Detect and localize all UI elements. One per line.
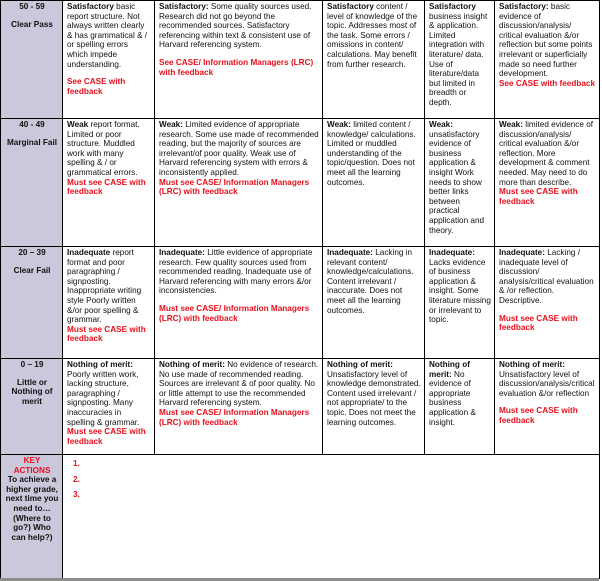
criterion-text: content / level of knowledge of the topic. Addresses most of the task. Some errors / omissions in content/ calculations. May benefit from further research. [327, 2, 418, 69]
criterion-text: Some quality sources used. Research did not go beyond the recommended sources. Satisfactory referencing within text & consistent use of Harvard referencing system. [159, 2, 312, 50]
criterion-text: basic report structure. Not always written clearly & has grammatical & / or spelling errors which impede understanding. [67, 2, 148, 69]
grade-range: 0 – 19 [20, 360, 44, 369]
criterion-lead: Nothing of merit: [429, 360, 470, 379]
criterion-cell [495, 247, 600, 359]
criterion-text: Lacks evidence of business application & insight. Some literature missing or irrelevant to topic. [429, 257, 491, 325]
criterion-cell [155, 359, 323, 455]
criterion-lead: Inadequate: [429, 248, 475, 257]
criterion-cell [495, 119, 600, 247]
criterion-lead: Nothing of merit: [67, 360, 133, 369]
criterion-cell [63, 119, 155, 247]
criterion-lead: Nothing of merit: [499, 360, 565, 369]
criterion-cell [495, 359, 600, 455]
key-actions-header [1, 455, 63, 579]
grade-label: Clear Fail [13, 265, 51, 275]
key-actions-list[interactable] [63, 455, 600, 579]
grade-row-marginal-fail [1, 119, 600, 247]
criterion-text: report format. Limited or poor structure. Muddled work with many spelling & / or grammatical errors. [67, 120, 140, 177]
criterion-cell [155, 119, 323, 247]
criterion-lead: Satisfactory [327, 2, 374, 11]
criterion-lead: Weak [67, 120, 89, 129]
grade-label: Clear Pass [11, 19, 53, 29]
grade-range: 50 - 59 [19, 2, 45, 11]
key-action-item: 2. [73, 474, 80, 484]
criterion-cell [323, 119, 425, 247]
criterion-action: Must see CASE/ Information Managers (LRC) with feedback [159, 407, 310, 427]
grade-band [1, 359, 63, 455]
criterion-cell [323, 247, 425, 359]
criterion-cell [63, 247, 155, 359]
criterion-text: limited evidence of discussion/analysis/ critical evaluation &/or reflection. More development & comment needed. May need to do more than describe. [499, 120, 594, 187]
criterion-cell [323, 1, 425, 119]
criterion-cell [425, 119, 495, 247]
grade-range: 20 – 39 [18, 248, 46, 257]
criterion-cell [155, 1, 323, 119]
criterion-lead: Satisfactory [67, 2, 114, 11]
criterion-lead: Nothing of merit: [327, 360, 393, 369]
criterion-action: Must see CASE with feedback [499, 406, 578, 425]
grade-band [1, 1, 63, 119]
criterion-text: Little evidence of appropriate research. Few quality sources used from recommended reading. Inadequate use of Harvard referencing with many errors &/or inconsistencies. [159, 248, 313, 296]
criterion-text: Lacking / inadequate level of discussion/ analysis/critical evaluation & /or reflection. Descriptive. [499, 248, 594, 305]
key-actions-row [1, 455, 600, 579]
criterion-cell [63, 1, 155, 119]
criterion-action: Must see CASE with feedback [499, 313, 578, 333]
criterion-lead: Weak: [327, 120, 351, 129]
criterion-text: basic evidence of discussion/analysis/ critical evaluation &/or reflection but some points irrelevant or superficially made so need further development. [499, 2, 593, 79]
grade-band [1, 119, 63, 247]
criterion-action: Must see CASE with feedback [67, 427, 146, 446]
criterion-text: unsatisfactory evidence of business application & insight Work needs to show better links between practical application and theory. [429, 129, 485, 235]
criterion-cell [155, 247, 323, 359]
grade-row-clear-pass [1, 1, 600, 119]
key-actions-title: KEY ACTIONS [13, 456, 51, 475]
criterion-text: Lacking in relevant content/ knowledge/calculations. Content irrelevant / inaccurate. Does not meet all the learning outcomes. [327, 248, 414, 315]
criterion-action: See CASE with feedback [499, 78, 596, 88]
criterion-lead: Satisfactory: [499, 2, 549, 11]
criterion-text: Unsatisfactory level of discussion/analysis/critical evaluation &/or reflection [499, 369, 595, 398]
criterion-text: limited content / knowledge/ calculations. Limited or muddled understanding of the topic/question. Does not meet all the learning outcomes. [327, 120, 416, 187]
key-action-item: 1. [73, 459, 80, 468]
criterion-text: report format and poor paragraphing / signposting. Inappropriate writing style Poorly written &/or poor spelling & grammar. [67, 248, 142, 325]
criterion-lead: Inadequate: [159, 248, 205, 257]
criterion-lead: Satisfactory: [159, 2, 209, 11]
criterion-text: No evidence of research. No use made of recommended reading. Sources are irrelevant & of poor quality. No or little attempt to use the recommended Harvard referencing system. [159, 360, 319, 408]
criterion-lead: Weak: [499, 120, 523, 129]
criterion-text: Poorly written work, lacking structure, paragraphing / signposting. Many inaccuracies in spelling & grammar. [67, 369, 140, 427]
criterion-action: Must see CASE/ Information Managers (LRC) with feedback [159, 177, 310, 197]
criterion-action: Must see CASE with feedback [67, 324, 146, 344]
criterion-action: Must see CASE with feedback [499, 187, 578, 206]
criterion-text: No evidence of appropriate business application & insight. [429, 369, 476, 427]
criterion-text: Unsatisfactory level of knowledge demonstrated. Content used irrelevant / not appropriate/ to the topic. Does not meet the learning outcomes. [327, 369, 421, 427]
grade-row-clear-fail [1, 247, 600, 359]
criterion-lead: Weak: [429, 120, 453, 129]
criterion-lead: Nothing of merit: [159, 360, 225, 369]
criterion-text: Limited evidence of appropriate research. Some use made of recommended reading, but the majority of sources are irrelevant/of poor quality. Weak use of Harvard referencing system with errors & inconsistently applied. [159, 120, 319, 177]
criterion-cell [323, 359, 425, 455]
criterion-action: See CASE/ Information Managers (LRC) with feedback [159, 57, 314, 77]
criterion-cell [425, 247, 495, 359]
grade-row-nothing-of-merit [1, 359, 600, 455]
criterion-lead: Inadequate: [499, 248, 545, 257]
grade-band [1, 247, 63, 359]
criterion-lead: Satisfactory [429, 2, 476, 11]
criterion-cell [425, 359, 495, 455]
criterion-cell [495, 1, 600, 119]
criterion-cell [63, 359, 155, 455]
key-action-item: 3. [73, 490, 80, 500]
criterion-cell [425, 1, 495, 119]
criterion-lead: Inadequate [67, 248, 111, 257]
key-actions-prompt: To achieve a higher grade, next time you need to… (Where to go?) Who can help?) [5, 475, 59, 542]
criterion-action: Must see CASE/ Information Managers (LRC) with feedback [159, 303, 310, 323]
grade-label: Little or Nothing of merit [11, 377, 53, 406]
criterion-lead: Weak: [159, 120, 183, 129]
criterion-lead: Inadequate: [327, 248, 373, 257]
grade-label: Marginal Fail [6, 137, 58, 147]
criterion-action: See CASE with feedback [67, 77, 126, 96]
criterion-action: Must see CASE with feedback [67, 177, 146, 197]
grade-range: 40 - 49 [19, 120, 45, 129]
criterion-text: business insight & application. Limited integration with literature/ data. Use of literature/data but limited in breadth or depth. [429, 11, 488, 107]
